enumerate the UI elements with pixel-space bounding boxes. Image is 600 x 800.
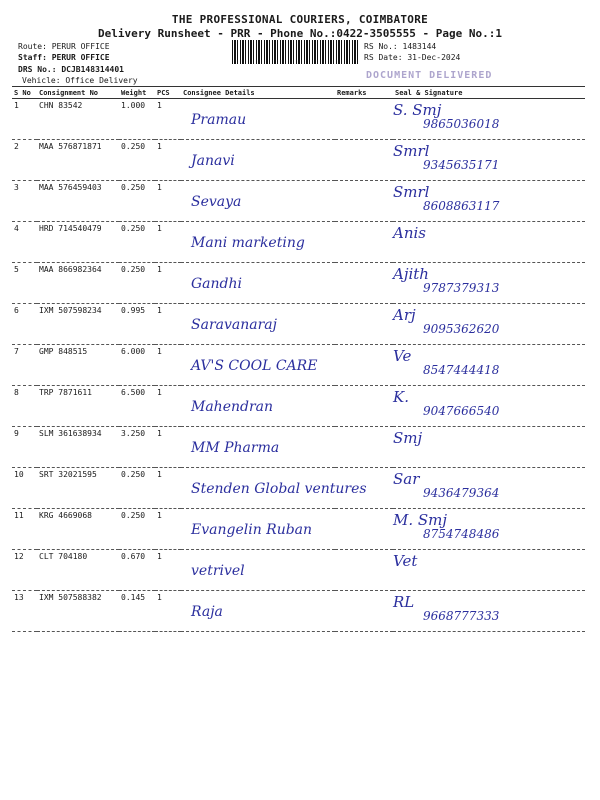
row-pcs: 1 — [155, 550, 181, 591]
row-consignee-cell — [181, 181, 335, 222]
row-phone-number: 9345635171 — [423, 158, 500, 172]
row-consignee-cell — [181, 468, 367, 509]
row-signature-cell — [393, 591, 585, 632]
table-row — [12, 509, 585, 550]
rs-number: RS No.: 1483144 — [364, 42, 437, 51]
row-sno: 4 — [12, 222, 37, 263]
row-signature: Smj — [393, 429, 423, 447]
row-remarks — [335, 509, 393, 550]
row-phone-number: 8547444418 — [423, 363, 500, 377]
row-consignment-no: SLM 361638934 — [37, 427, 119, 468]
row-consignee-cell — [181, 222, 335, 263]
row-consignee-cell — [181, 550, 335, 591]
runsheet-subtitle: Delivery Runsheet - PRR - Phone No.:0422-3505555 - Page No.:1 — [98, 27, 502, 40]
row-pcs: 1 — [155, 263, 181, 304]
table-body — [12, 99, 585, 632]
row-remarks — [335, 386, 393, 427]
row-signature-cell — [393, 550, 585, 591]
row-consignment-no: IXM 507588382 — [37, 591, 119, 632]
row-consignee-name: Mani marketing — [191, 235, 305, 251]
row-consignee-name: Mahendran — [191, 399, 274, 415]
table-row — [12, 99, 585, 140]
row-pcs: 1 — [155, 386, 181, 427]
row-consignment-no: SRT 32021595 — [37, 468, 119, 509]
barcode — [232, 40, 358, 64]
row-signature-cell — [393, 468, 585, 509]
row-consignment-no: HRD 714540479 — [37, 222, 119, 263]
row-signature: Sar — [393, 470, 420, 488]
row-remarks — [335, 181, 393, 222]
row-pcs: 1 — [155, 591, 181, 632]
row-pcs: 1 — [155, 509, 181, 550]
row-signature-cell — [393, 345, 585, 386]
row-consignee-cell — [181, 140, 335, 181]
row-signature: Ajith — [393, 265, 429, 283]
row-signature-cell — [393, 427, 585, 468]
col-signature: Seal & Signature — [393, 87, 585, 99]
col-weight: Weight — [119, 87, 155, 99]
company-title: THE PROFESSIONAL COURIERS, COIMBATORE — [171, 13, 429, 26]
row-consignment-no: CHN 83542 — [37, 99, 119, 140]
row-consignment-no: KRG 4669068 — [37, 509, 119, 550]
table-header-row — [12, 87, 585, 99]
table-row — [12, 468, 585, 509]
row-consignee-name: Evangelin Ruban — [191, 522, 313, 538]
row-phone-number: 8754748486 — [423, 527, 500, 541]
row-sno: 2 — [12, 140, 37, 181]
row-consignee-cell — [181, 345, 335, 386]
row-signature: Ve — [393, 347, 412, 365]
row-weight: 3.250 — [119, 427, 155, 468]
vehicle-label: Vehicle: Office Delivery — [22, 76, 138, 85]
row-sno: 8 — [12, 386, 37, 427]
row-weight: 0.670 — [119, 550, 155, 591]
row-weight: 0.250 — [119, 181, 155, 222]
row-pcs: 1 — [155, 99, 181, 140]
row-weight: 0.250 — [119, 509, 155, 550]
row-phone-number: 9668777333 — [423, 609, 500, 623]
row-signature: Smrl — [393, 183, 430, 201]
row-consignee-name: Gandhi — [191, 276, 243, 292]
row-consignee-name: Stenden Global ventures — [191, 481, 367, 497]
row-signature: Smrl — [393, 142, 430, 160]
row-consignee-name: Janavi — [191, 153, 235, 169]
row-consignee-cell — [181, 509, 335, 550]
table-row — [12, 427, 585, 468]
row-sno: 12 — [12, 550, 37, 591]
row-pcs: 1 — [155, 468, 181, 509]
route-label: Route: PERUR OFFICE — [18, 42, 110, 51]
col-consignee: Consignee Details — [181, 87, 335, 99]
row-sno: 7 — [12, 345, 37, 386]
row-pcs: 1 — [155, 222, 181, 263]
row-signature-cell — [393, 181, 585, 222]
row-remarks — [335, 222, 393, 263]
row-pcs: 1 — [155, 140, 181, 181]
row-signature-cell — [393, 509, 585, 550]
row-weight: 0.250 — [119, 468, 155, 509]
row-remarks — [335, 591, 393, 632]
row-remarks — [335, 304, 393, 345]
row-signature-cell — [393, 222, 585, 263]
row-consignee-name: vetrivel — [191, 563, 245, 579]
row-consignment-no: TRP 7871611 — [37, 386, 119, 427]
table-row — [12, 550, 585, 591]
table-row — [12, 181, 585, 222]
row-phone-number: 9095362620 — [423, 322, 500, 336]
row-signature: Vet — [393, 552, 418, 570]
row-remarks — [335, 140, 393, 181]
row-weight: 6.000 — [119, 345, 155, 386]
col-remarks: Remarks — [335, 87, 393, 99]
row-consignee-cell — [181, 427, 335, 468]
table-row — [12, 386, 585, 427]
runsheet-table — [12, 86, 585, 632]
row-sno: 11 — [12, 509, 37, 550]
row-signature: S. Smj — [393, 101, 442, 119]
row-phone-number: 9047666540 — [423, 404, 500, 418]
row-consignment-no: CLT 704180 — [37, 550, 119, 591]
row-consignment-no: MAA 576459403 — [37, 181, 119, 222]
row-sno: 6 — [12, 304, 37, 345]
row-consignee-cell — [181, 304, 335, 345]
row-consignee-name: Sevaya — [191, 194, 242, 210]
row-consignee-name: MM Pharma — [191, 440, 280, 456]
row-weight: 0.145 — [119, 591, 155, 632]
row-sno: 3 — [12, 181, 37, 222]
row-sno: 10 — [12, 468, 37, 509]
row-consignee-name: Saravanaraj — [191, 317, 277, 333]
row-remarks — [335, 345, 393, 386]
table-row — [12, 222, 585, 263]
row-sno: 9 — [12, 427, 37, 468]
row-weight: 0.250 — [119, 222, 155, 263]
row-pcs: 1 — [155, 304, 181, 345]
row-remarks — [335, 99, 393, 140]
row-consignment-no: MAA 576871871 — [37, 140, 119, 181]
table-row — [12, 345, 585, 386]
row-consignee-name: Pramau — [191, 112, 247, 128]
row-signature-cell — [393, 99, 585, 140]
row-signature-cell — [393, 304, 585, 345]
col-pcs: PCS — [155, 87, 181, 99]
row-consignee-name: Raja — [191, 604, 223, 620]
row-signature: M. Smj — [393, 511, 448, 529]
row-weight: 0.250 — [119, 263, 155, 304]
table-row — [12, 591, 585, 632]
row-consignee-cell — [181, 99, 335, 140]
row-weight: 0.250 — [119, 140, 155, 181]
row-consignee-cell — [181, 263, 335, 304]
row-phone-number: 9865036018 — [423, 117, 500, 131]
col-consignment: Consignment No — [37, 87, 119, 99]
row-phone-number: 9787379313 — [423, 281, 500, 295]
row-pcs: 1 — [155, 345, 181, 386]
rs-date: RS Date: 31-Dec-2024 — [364, 53, 461, 62]
row-consignee-cell — [181, 386, 335, 427]
row-signature: Anis — [393, 224, 426, 242]
table-row — [12, 140, 585, 181]
row-weight: 0.995 — [119, 304, 155, 345]
row-signature-cell — [393, 263, 585, 304]
row-sno: 13 — [12, 591, 37, 632]
staff-label: Staff: PERUR OFFICE — [18, 53, 110, 62]
row-sno: 1 — [12, 99, 37, 140]
row-remarks — [335, 550, 393, 591]
row-signature: Arj — [393, 306, 416, 324]
row-remarks — [335, 263, 393, 304]
row-pcs: 1 — [155, 181, 181, 222]
row-remarks — [335, 427, 393, 468]
row-consignee-name: AV'S COOL CARE — [191, 358, 318, 374]
row-consignment-no: GMP 848515 — [37, 345, 119, 386]
row-consignment-no: MAA 866982364 — [37, 263, 119, 304]
row-signature: RL — [393, 593, 415, 611]
row-pcs: 1 — [155, 427, 181, 468]
col-sno: S No — [12, 87, 37, 99]
row-signature-cell — [393, 140, 585, 181]
row-signature: K. — [393, 388, 409, 406]
row-weight: 1.000 — [119, 99, 155, 140]
row-consignee-cell — [181, 591, 335, 632]
row-weight: 6.500 — [119, 386, 155, 427]
table-row — [12, 263, 585, 304]
row-sno: 5 — [12, 263, 37, 304]
row-consignment-no: IXM 507598234 — [37, 304, 119, 345]
table-row — [12, 304, 585, 345]
row-phone-number: 8608863117 — [423, 199, 500, 213]
row-signature-cell — [393, 386, 585, 427]
row-phone-number: 9436479364 — [423, 486, 500, 500]
drs-number: DRS No.: DCJB148314401 — [18, 65, 124, 74]
delivered-stamp: DOCUMENT DELIVERED — [366, 70, 493, 81]
